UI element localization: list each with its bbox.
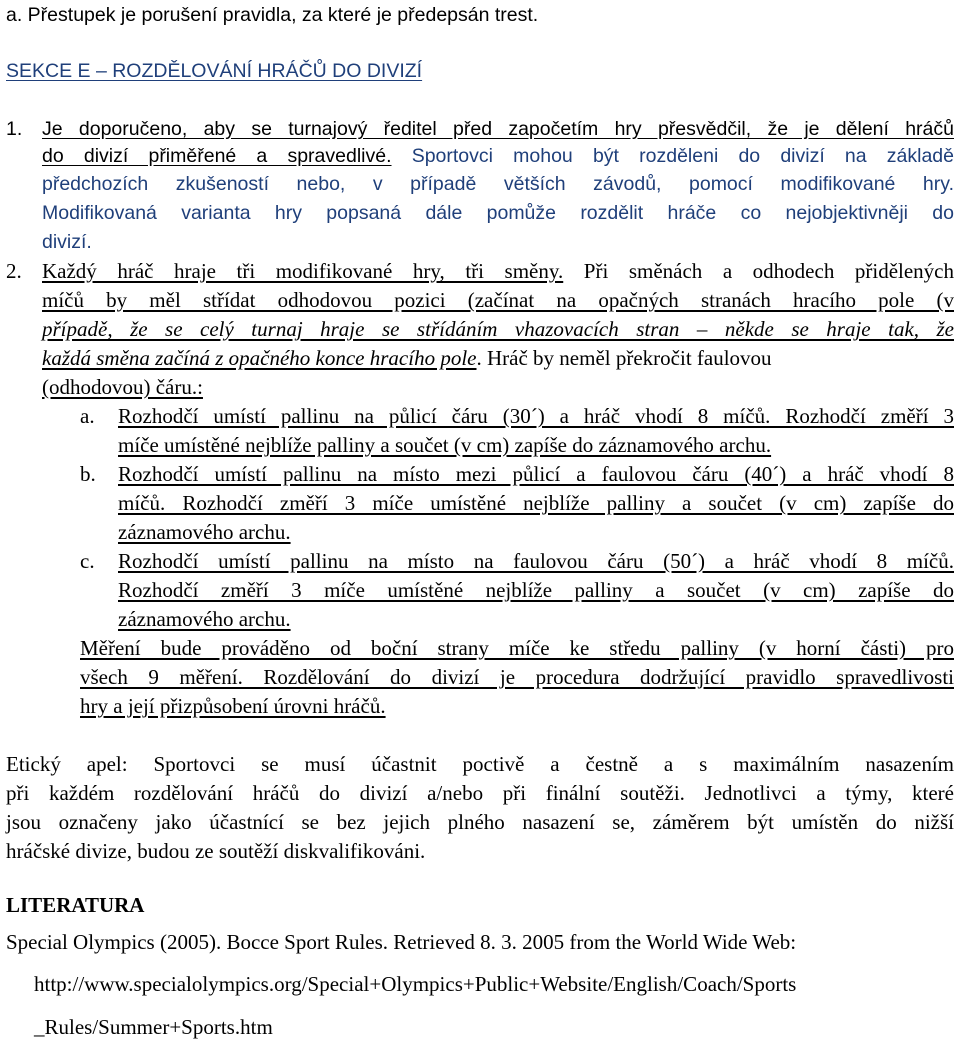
sub-item-c-label: c.: [80, 549, 95, 573]
item-1-line-4: Modifikovaná varianta hry popsaná dále pomůže rozdělit hráče co nejobjektivněji do: [42, 202, 954, 224]
ethic-line-4: hráčské divize, budou ze soutěží diskvalifikováni.: [6, 839, 426, 863]
section-heading: SEKCE E – ROZDĚLOVÁNÍ HRÁČŮ DO DIVIZÍ: [6, 60, 423, 82]
item-1-line-5: divizí.: [42, 231, 92, 253]
sub-item-c-line-3: záznamového archu.: [118, 607, 291, 631]
measure-line-1: Měření bude prováděno od boční strany míče ke středu palliny (v horní části) pro: [80, 636, 954, 660]
measure-line-3: hry a její přizpůsobení úrovni hráčů.: [80, 694, 386, 718]
sub-item-a-line-2: míče umístěné nejblíže palliny a součet (v cm) zapíše do záznamového archu.: [118, 433, 772, 457]
sub-item-c-line-1: Rozhodčí umístí pallinu na místo na faulovou čáru (50´) a hráč vhodí 8 míčů.: [118, 549, 954, 573]
sub-item-c-line-2: Rozhodčí změří 3 míče umístěné nejblíže palliny a součet (v cm) zapíše do: [118, 578, 954, 602]
item-1-line-2: do divizí přiměřené a spravedlivé. Sportovci mohou být rozděleni do divizí na základě: [42, 145, 954, 167]
item-2-line-5: (odhodovou) čáru.:: [42, 375, 203, 399]
sub-item-b-label: b.: [80, 462, 96, 486]
literature-heading: LITERATURA: [6, 893, 145, 917]
sub-item-a-label: a.: [80, 404, 95, 428]
item-2-number: 2.: [6, 259, 22, 283]
sub-item-b-line-3: záznamového archu.: [118, 520, 291, 544]
item-2-line-3: případě, že se celý turnaj hraje se střídáním vhazovacích stran – někde se hraje tak, že: [42, 317, 954, 341]
item-1-number: 1.: [6, 118, 23, 140]
reference-url-line-1[interactable]: http://www.specialolympics.org/Special+Olympics+Public+Website/English/Coach/Sports: [34, 972, 797, 996]
item-2-line-4: každá směna začíná z opačného konce hracího pole. Hráč by neměl překročit faulovou: [42, 346, 772, 370]
reference-line-1: Special Olympics (2005). Bocce Sport Rules. Retrieved 8. 3. 2005 from the World Wide Web:: [6, 930, 797, 954]
reference-url-line-2[interactable]: _Rules/Summer+Sports.htm: [34, 1015, 273, 1039]
ethic-line-2: při každém rozdělování hráčů do divizí a/nebo při finální soutěži. Jednotlivci a týmy, které: [6, 781, 954, 805]
sub-item-b-line-1: Rozhodčí umístí pallinu na místo mezi půlicí a faulovou čáru (40´) a hráč vhodí 8: [118, 462, 954, 486]
measure-line-2: všech 9 měření. Rozdělování do divizí je procedura dodržující pravidlo spravedlivosti: [80, 665, 954, 689]
sub-item-b-line-2: míčů. Rozhodčí změří 3 míče umístěné nejblíže palliny a součet (v cm) zapíše do: [118, 491, 954, 515]
item-2-line-1: Každý hráč hraje tři modifikované hry, tři směny. Při směnách a odhodech přidělených: [42, 259, 954, 283]
top-item-a: a. Přestupek je porušení pravidla, za které je předepsán trest.: [6, 4, 539, 26]
ethic-line-3: jsou označeny jako účastnící se bez jejich plného nasazení se, záměrem být umístěn do nižší: [6, 810, 954, 834]
item-1-line-3: předchozích zkušeností nebo, v případě větších závodů, pomocí modifikované hry.: [42, 173, 954, 195]
item-1-line-1: Je doporučeno, aby se turnajový ředitel před započetím hry přesvědčil, že je dělení hráčů: [42, 118, 954, 140]
ethic-line-1: Etický apel: Sportovci se musí účastnit poctivě a čestně a s maximálním nasazením: [6, 752, 954, 776]
sub-item-a-line-1: Rozhodčí umístí pallinu na půlicí čáru (30´) a hráč vhodí 8 míčů. Rozhodčí změří 3: [118, 404, 954, 428]
item-2-line-2: míčů by měl střídat odhodovou pozici (začínat na opačných stranách hracího pole (v: [42, 288, 954, 312]
